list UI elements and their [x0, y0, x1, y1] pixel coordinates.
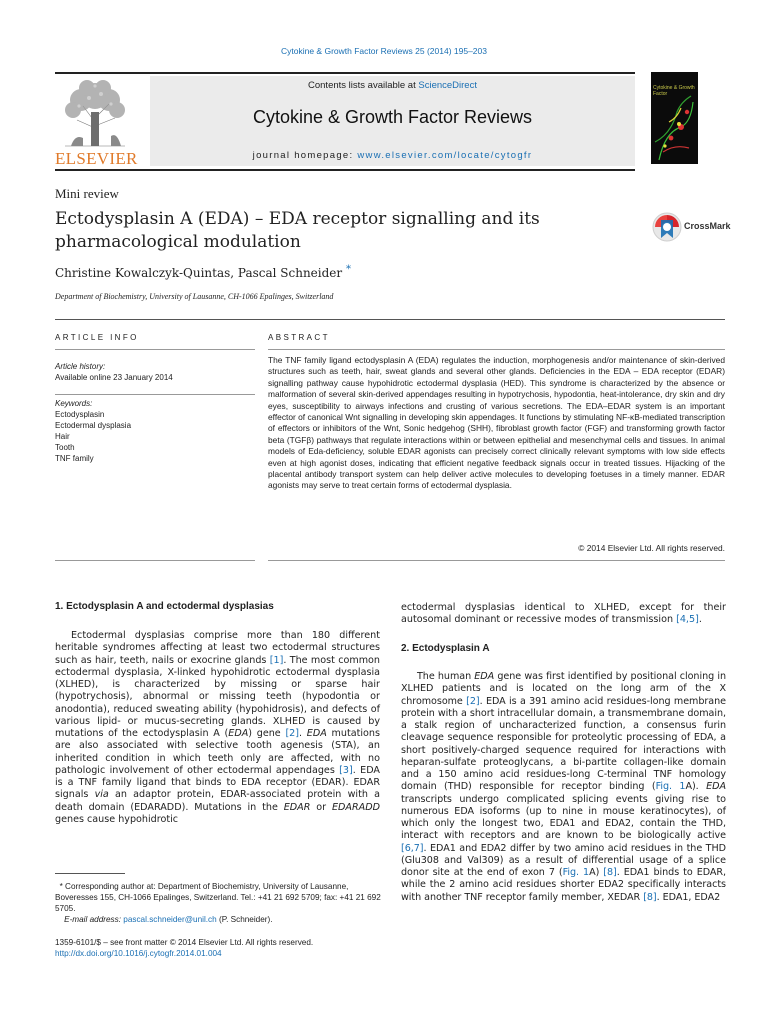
keyword: Tooth: [55, 443, 75, 452]
section-1-continuation: [401, 602, 726, 627]
history-value: Available online 23 January 2014: [55, 373, 173, 382]
journal-homepage-link[interactable]: www.elsevier.com/locate/cytogfr: [357, 150, 533, 161]
section-2-heading: 2. Ectodysplasin A: [401, 643, 490, 654]
journal-title: Cytokine & Growth Factor Reviews: [252, 107, 533, 127]
history-label: Article history:: [55, 362, 106, 371]
elsevier-wordmark: ELSEVIER: [55, 149, 138, 168]
section-1-paragraph-cont: ectodermal dysplasias identical to XLHED, except for their autosomal dominant or recessive modes of transmission [4,5].: [401, 602, 726, 626]
section-1-heading: 1. Ectodysplasin A and ectodermal dysplasias: [55, 601, 274, 612]
journal-cover-image[interactable]: [651, 72, 698, 164]
reference-link[interactable]: [6,7]: [401, 842, 424, 854]
article-title: Ectodysplasin A (EDA) – EDA receptor signalling and its pharmacological modulation: [55, 209, 540, 252]
reference-link[interactable]: [4,5]: [676, 614, 699, 626]
keywords-block: [55, 398, 131, 464]
reference-link[interactable]: [8]: [603, 867, 617, 878]
figure-link[interactable]: Fig. 1: [562, 867, 590, 878]
section-1-paragraph: Ectodermal dysplasias comprise more than 180 different heritable syndromes affecting at least two ectodermal structures such as hair, teeth, nails or exocrine glands [1]. The most common ectodermal dysplasia, X-linked hypohidrotic ectodermal dysplasia (XLHED), is characterized by missing or sparse hair (hypotrychosis), abnormal or missing teeth (hypodontia or anodontia), reduced sweating ability (hypohidrosis), and defects of various lipid- or mucus-secreting glands. XLHED is caused by mutations of the ectodysplasin A (EDA) gene [2]. EDA mutations are also associated with selective tooth agenesis (STA), an inherited condition in which teeth only are affected, with no pathologic involvement of other ectodermal appendages [3]. EDA is a TNF family ligand that binds to EDA receptor (EDAR). EDAR signals via an adaptor protein, EDAR-associated protein with a death domain (EDARADD). Mutations in the EDAR or EDARADD genes cause hypohidrotic: [55, 630, 380, 825]
reference-link[interactable]: [2]: [466, 695, 480, 707]
abstract-heading: ABSTRACT: [268, 333, 330, 342]
issn-block: [55, 937, 385, 959]
doi-link[interactable]: http://dx.doi.org/10.1016/j.cytogfr.2014.01.004: [55, 949, 222, 958]
footnote-address: * Corresponding author at: Department of Biochemistry, University of Lausanne, Boveresses 155, CH-1066 Epalinges, Switzerland. Tel.: +41 21 692 5709; fax: +41 21 692 5705.: [55, 882, 381, 913]
footnote-rule: [55, 873, 125, 874]
header-rule-bottom: [55, 169, 635, 171]
footnote-email-line: E-mail address: pascal.schneider@unil.ch (P. Schneider).: [64, 915, 273, 924]
journal-citation[interactable]: Cytokine & Growth Factor Reviews 25 (2014) 195–203: [281, 46, 487, 56]
journal-homepage-line: journal homepage: www.elsevier.com/locate/cytogfr: [252, 150, 533, 161]
info-divider: [55, 349, 255, 350]
abstract-divider: [268, 349, 725, 350]
crossmark-label: CrossMark: [684, 221, 731, 231]
keyword: Ectodermal dysplasia: [55, 421, 132, 430]
reference-link[interactable]: [3]: [339, 764, 353, 776]
contents-available-line: Contents lists available at ScienceDirect: [308, 80, 477, 91]
sciencedirect-link[interactable]: ScienceDirect: [418, 80, 477, 91]
keyword: TNF family: [55, 454, 94, 463]
section-2-body: [401, 671, 726, 904]
reference-link[interactable]: [8]: [643, 891, 657, 903]
info-divider: [55, 394, 255, 395]
keywords-label: Keywords:: [55, 399, 93, 408]
section-2-paragraph: The human EDA gene was first identified by positional cloning in XLHED patients and is located on the long arm of the X chromosome [2]. EDA is a 391 amino acid residues-long membrane protein with a short intracellular domain, a transmembrane domain, a stalk region of uncharacterized function, a consensus furin cleavage sequence responsible for proteolytic processing of EDA, a short positively-charged sequence required for interactions with heparan-sulfate proteoglycans, a bi-partite collagen-like domain and a 150 amino acid residues-long C-terminal TNF homology domain (THD) responsible for receptor binding (Fig. 1A). EDA transcripts undergo complicated splicing events giving rise to numerous EDA isoforms (up to nine in mouse keratinocytes), of which only the longest two, EDA1 and EDA2, contain the THD, interact with receptors and are known to be biologically active [6,7]. EDA1 and EDA2 differ by two amino acid residues in the THD (Glu308 and Val309) as a result of differential usage of a splice donor site at the end of exon 7 (Fig. 1A) [8]. EDA1 binds to EDAR, while the 2 amino acid residues shorter EDA2 specifically interacts with another TNF receptor family member, XEDAR [8]. EDA1, EDA2: [401, 671, 727, 903]
cover-title: Cytokine & Growth Factor: [653, 85, 695, 97]
issn-line: 1359-6101/$ – see front matter © 2014 Elsevier Ltd. All rights reserved.: [55, 938, 314, 947]
crossmark-badge[interactable]: [652, 211, 732, 243]
article-history: [55, 361, 173, 383]
corresponding-author-mark[interactable]: *: [345, 264, 351, 275]
abstract-text: The TNF family ligand ectodysplasin A (EDA) regulates the induction, morphogenesis and/or maintenance of skin-derived structures such as teeth, hair, sweat glands and several other glands. Deficiencies in the EDA – EDA receptor (EDAR) signalling pathway cause hypohidrotic ectodermal dysplasia (HED). This syndrome is characterized by the absence or malformation of several skin-derived appendages resulting in hypotrychosis, hypodontia, heat-intolerance, dry skin and dry eyes, susceptibility to airways infections and crusting of various secretions. The EDA–EDAR system is an important effector of canonical Wnt signalling in developing skin appendages. It functions by stimulating NF-κB-mediated transcription of effectors or inhibitors of the Wnt, Sonic hedgehog (SHH), fibroblast growth factor (FGF) and transforming growth factor beta (TGFβ) pathways that regulate interactions within or between epithelial and mesenchymal cells and tissues. In animal models of Eda-deficiency, soluble EDAR agonists can precisely correct clinically relevant symptoms with low side effects even at high agonist doses, indicating that efficient negative feedback signals occur in treated tissues. Hijacking of the placental antibody transport system can help deliver active molecules to developing foetuses in a timely manner. EDAR agonists may serve to treat certain forms of ectodermal dysplasia.: [268, 355, 725, 491]
corresponding-author-footnote: [55, 881, 385, 925]
info-divider: [55, 560, 255, 561]
article-info-heading: ARTICLE INFO: [55, 333, 139, 342]
keyword: Ectodysplasin: [55, 410, 105, 419]
figure-link[interactable]: Fig. 1: [655, 781, 686, 793]
reference-link[interactable]: [2]: [285, 728, 300, 739]
section-1-body: [55, 630, 380, 826]
author-affiliation: Department of Biochemistry, University of Lausanne, CH-1066 Epalinges, Switzerland: [55, 292, 334, 301]
keyword: Hair: [55, 432, 70, 441]
section-divider: [55, 319, 725, 320]
email-link[interactable]: pascal.schneider@unil.ch: [123, 915, 217, 924]
abstract-divider: [268, 560, 725, 561]
copyright-notice: © 2014 Elsevier Ltd. All rights reserved.: [578, 543, 725, 553]
reference-link[interactable]: [1]: [269, 654, 284, 666]
author-list: Christine Kowalczyk-Quintas, Pascal Schneider *: [55, 264, 351, 280]
header-rule-top: [55, 72, 635, 74]
article-type: Mini review: [55, 186, 119, 201]
